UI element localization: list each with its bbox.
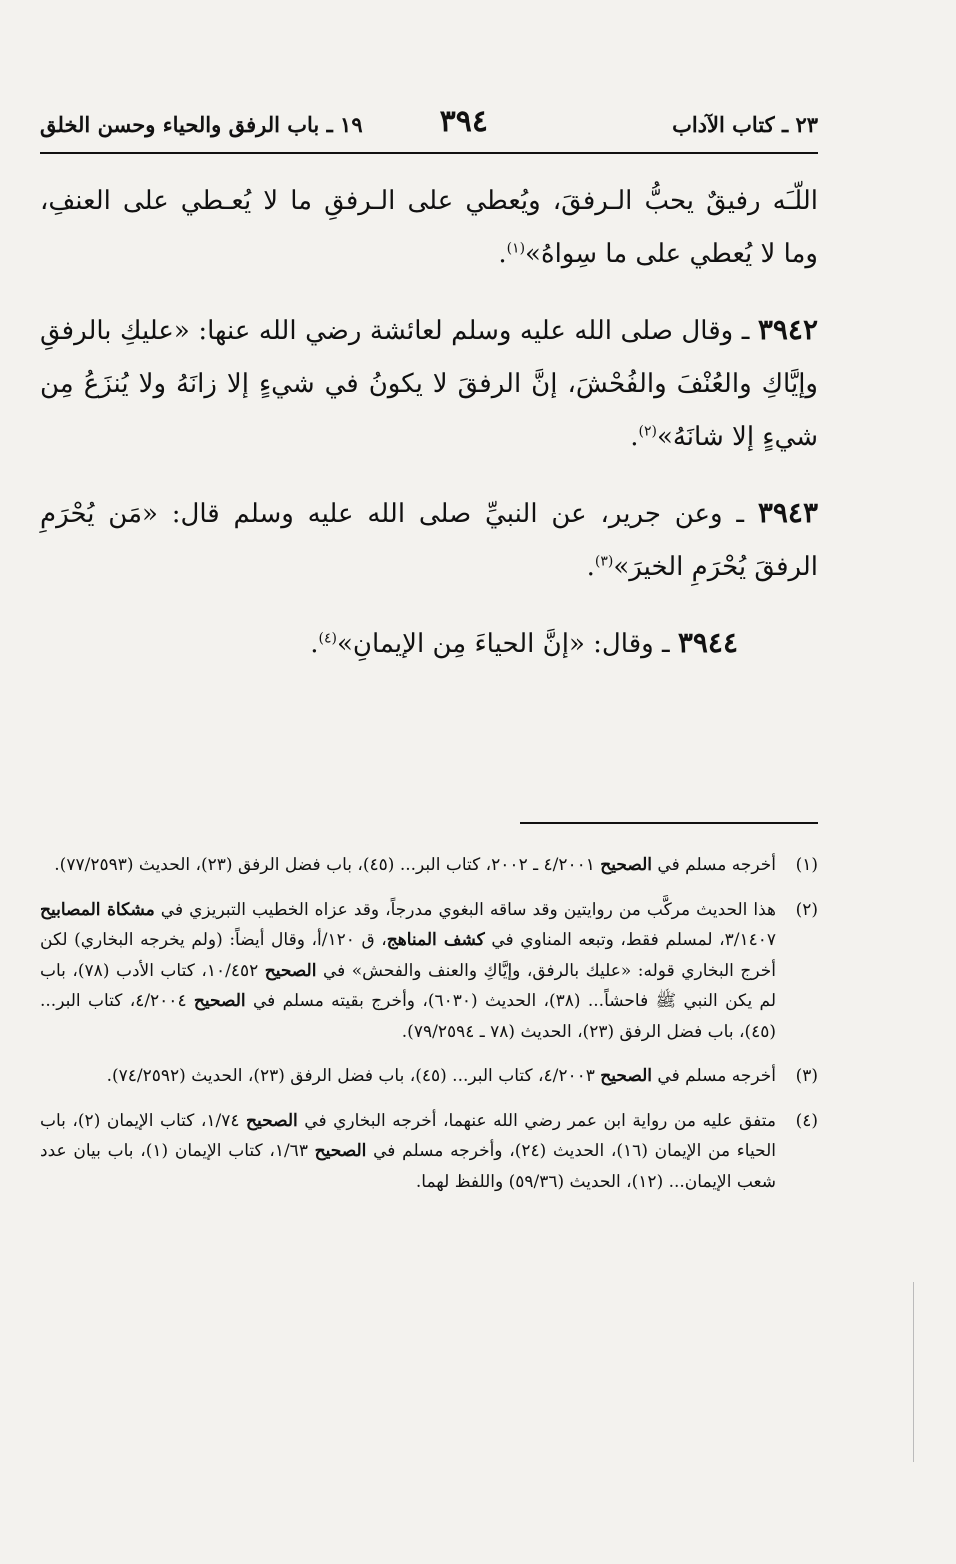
footnote-text: ١/٧٤، كتاب الإيمان (٢)، باب الحياء من الإيمان (١٦)، الحديث (٢٤)، وأخرجه مسلم في [40,1110,776,1161]
punctuation: . [586,552,595,582]
footnote-text: ١/٦٣، كتاب الإيمان (١)، باب بيان عدد شعب الإيمان... (١٢)، الحديث (٥٩/٣٦) واللفظ لهما. [40,1141,776,1192]
footnote-text: هذا الحديث مركَّب من روايتين وقد ساقه البغوي مدرجاً، وقد عزاه الخطيب التبريزي في [154,899,777,920]
footnote-source: الصحيح [264,960,317,981]
footnote-text: أخرجه مسلم في [652,855,776,875]
hadith-number: ٣٩٤٣ [757,496,818,529]
footnote-text: ٤/٢٠٠٤، كتاب البر... (٤٥)، باب فضل الرفق (٢٣)، الحديث (٧٨ ـ ٧٩/٢٥٩٤). [40,991,776,1042]
hadith-number: ٣٩٤٤ [677,626,738,659]
hadith-text: ـ وقال صلى الله عليه وسلم لعائشة رضي الله عنها: «عليكِ بالرفقِ وإيَّاكِ والعُنْفَ والفُحْشَ، إنَّ الرفقَ لا يكونُ في شيءٍ إلا زانَهُ ولا يُنزَعُ مِن شيءٍ إلا شانَهُ» [40,316,818,452]
hadith-3944 [40,616,818,671]
hadith-3942 [40,303,818,464]
footnote-number: (٤) [795,1110,818,1131]
hadith-text: ـ وعن جرير، عن النبيِّ صلى الله عليه وسلم قال: «مَن يُحْرَمِ الرفقَ يُحْرَمِ الخيرَ» [40,499,818,582]
page-number: ٣٩٤ [439,104,488,139]
hadith-number: ٣٩٤٢ [757,313,818,346]
binding-edge-line [913,1282,914,1462]
footnote-divider [520,822,818,824]
footnote-source: كشف المناهج [386,930,485,950]
footnote-source: الصحيح [246,1110,298,1131]
footnote-text: ٤/٢٠٠١ ـ ٢٠٠٢، كتاب البر... (٤٥)، باب فضل الرفق (٢٣)، الحديث (٧٧/٢٥٩٣). [54,855,601,875]
footnote-number: (٢) [795,899,818,920]
hadith-3943 [40,486,818,594]
footnotes [40,850,818,1211]
footnote-2 [40,895,818,1048]
hadith-text: ـ وقال: «إنَّ الحياءَ مِن الإيمانِ» [336,629,678,659]
footnote-number: (٣) [795,1066,818,1086]
running-header [40,104,818,148]
footnote-text: متفق عليه من رواية ابن عمر رضي الله عنهما، أخرجه البخاري في [297,1110,776,1131]
footnote-text: أخرجه مسلم في [652,1066,776,1086]
footnote-text: ١٠/٤٥٢، كتاب الأدب (٧٨)، باب لم يكن النبي ﷺ فاحشاً... (٣٨)، الحديث (٦٠٣٠)، وأخرج بقيته مسلم في [40,960,776,1011]
footnote-ref: (٢) [638,423,657,440]
footnote-ref: (٣) [594,553,614,570]
footnote-source: الصحيح [600,855,653,875]
footnote-source: مشكاة المصابيح [40,899,155,920]
footnote-3 [40,1061,818,1092]
continued-hadith [40,175,818,281]
footnote-source: الصحيح [193,991,246,1011]
header-book-title: ٢٣ ـ كتاب الآداب [672,112,818,137]
main-text [40,175,818,671]
footnote-text: ، ق ١٢٠/أ، وقال أيضاً: (ولم يخرجه البخاري) لكن أخرج البخاري قوله: «عليك بالرفق، وإيَّاكِ والعنف والفحش» في [40,930,776,981]
footnote-text: ٤/٢٠٠٣، كتاب البر... (٤٥)، باب فضل الرفق (٢٣)، الحديث (٧٤/٢٥٩٢). [106,1066,601,1086]
footnote-source: الصحيح [314,1141,367,1161]
footnote-1 [40,850,818,881]
punctuation: . [310,629,319,659]
footnote-source: الصحيح [600,1066,653,1086]
footnote-number: (١) [795,855,818,875]
footnote-ref: (٤) [318,630,337,647]
header-divider [40,152,818,154]
header-chapter-title: ١٩ ـ باب الرفق والحياء وحسن الخلق [40,112,363,137]
hadith-text: اللّـَه رفيقٌ يحبُّ الـرفقَ، ويُعطي على الـرفقِ ما لا يُعـطي على العنفِ، وما لا يُعطي على ما سِواهُ» [40,186,818,269]
punctuation: . [498,239,507,269]
footnote-ref: (١) [506,240,526,257]
footnote-4 [40,1106,818,1198]
footnote-text: ٣/١٤٠٧، لمسلم فقط، وتبعه المناوي في [484,930,776,950]
punctuation: . [630,422,639,452]
